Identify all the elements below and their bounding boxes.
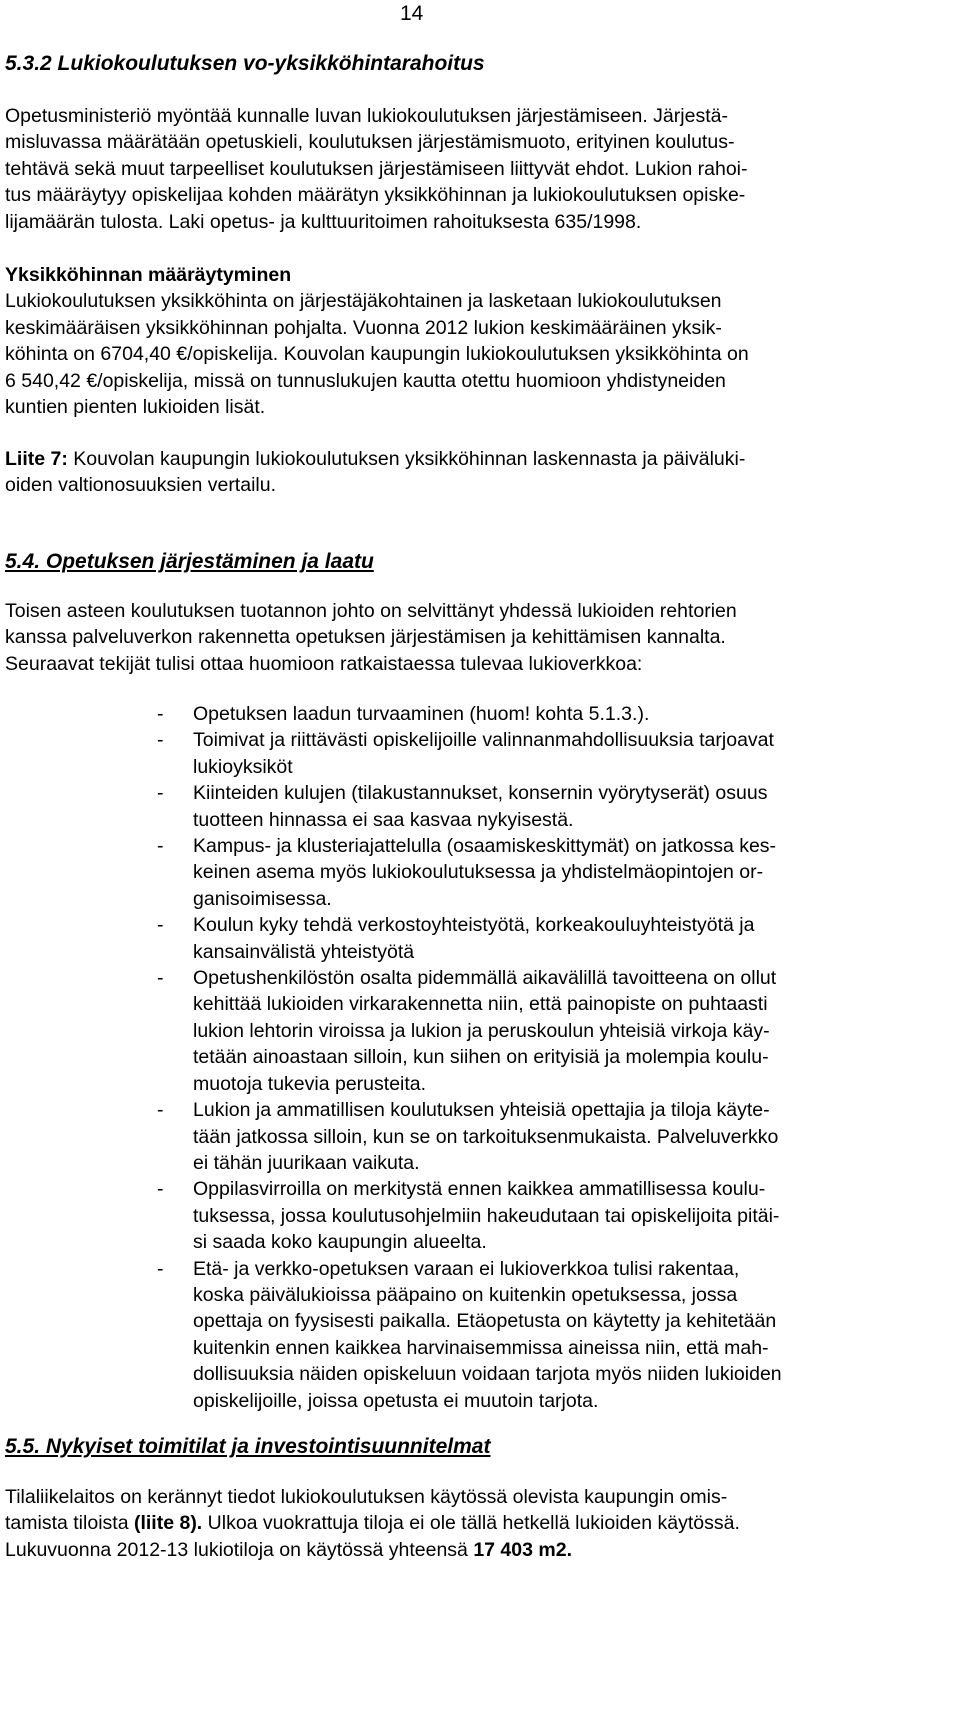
appendix-7-label: Liite 7: [5, 448, 68, 470]
text-line: kuntien pienten lukioiden lisät. [5, 396, 266, 419]
list-marker: - [157, 782, 164, 805]
appendix-7-note [5, 446, 960, 499]
list-item [157, 965, 782, 1097]
list-text: koska päivälukioissa pääpaino on kuitenkin opetuksessa, jossa [193, 1283, 738, 1306]
list-text: Lukion ja ammatillisen koulutuksen yhteisiä opettajia ja tiloja käyte- [193, 1099, 770, 1122]
list-text: kansainvälistä yhteistyötä [193, 940, 415, 963]
list-item [157, 1176, 782, 1255]
list-item [157, 1097, 782, 1176]
section-55-paragraph [5, 1484, 960, 1563]
text-line: Opetusministeriö myöntää kunnalle luvan lukiokoulutuksen järjestämiseen. Järjestä- [5, 105, 728, 127]
list-item [157, 833, 782, 912]
list-text: lukioyksiköt [193, 755, 293, 778]
list-text: Oppilasvirroilla on merkitystä ennen kaikkea ammatillisessa koulu- [193, 1178, 766, 1201]
list-text: ei tähän juurikaan vaikuta. [193, 1151, 420, 1174]
list-text: Toimivat ja riittävästi opiskelijoille valinnanmahdollisuuksia tarjoavat [193, 729, 774, 752]
list-item [157, 701, 782, 727]
list-marker: - [157, 729, 164, 752]
list-text: keinen asema myös lukiokoulutuksessa ja yhdistelmäopintojen or- [193, 861, 764, 884]
text-line: tehtävä sekä muut tarpeelliset koulutuksen järjestämiseen liittyvät ehdot. Lukion rahoi- [5, 157, 748, 180]
text-segment: Ulkoa vuokrattuja tiloja ei ole tällä hetkellä lukioiden käytössä. [202, 1512, 740, 1535]
text-line [5, 1537, 960, 1563]
text-line [5, 1510, 960, 1536]
list-item [157, 912, 782, 965]
list-text: dollisuuksia näiden opiskeluun voidaan tarjota myös niiden lukioiden [193, 1363, 782, 1386]
unit-price-block [5, 262, 960, 420]
text-line: Toisen asteen koulutuksen tuotannon johto on selvittänyt yhdessä lukioiden rehtorien [5, 600, 737, 622]
list-text: Opetuksen laadun turvaaminen (huom! kohta 5.1.3.). [193, 703, 650, 725]
section-54-heading: 5.4. Opetuksen järjestäminen ja laatu [5, 550, 374, 573]
list-marker: - [157, 835, 164, 858]
list-item [157, 1256, 782, 1414]
list-text: lukion lehtorin viroissa ja lukion ja peruskoulun yhteisiä virkoja käy- [193, 1019, 770, 1042]
total-area-value: 17 403 m2. [473, 1538, 572, 1561]
list-text: Opetushenkilöstön osalta pidemmällä aikavälillä tavoitteena on ollut [193, 967, 777, 990]
text-line: tus määräytyy opiskelijaa kohden määrätyn yksikköhinnan ja lukiokoulutuksen opiske- [5, 184, 746, 207]
text-segment: Lukuvuonna 2012-13 lukiotiloja on käytössä yhteensä [5, 1538, 474, 1561]
list-text: tuksessa, jossa koulutusohjelmiin hakeudutaan tai opiskelijoita pitäi- [193, 1204, 780, 1227]
list-text: Koulun kyky tehdä verkostoyhteistyötä, korkeakouluyhteistyötä ja [193, 914, 755, 937]
list-marker: - [157, 967, 164, 990]
text-line: 6 540,42 €/opiskelija, missä on tunnuslukujen kautta otettu huomioon yhdistyneiden [5, 369, 726, 392]
list-text: muotoja tukevia perusteita. [193, 1072, 427, 1095]
list-marker: - [157, 1099, 164, 1122]
list-text: tään jatkossa silloin, kun se on tarkoituksenmukaista. Palveluverkko [193, 1125, 779, 1148]
list-text: si saada koko kaupungin alueelta. [193, 1231, 487, 1254]
list-item [157, 727, 782, 780]
text-segment: tamista tiloista [5, 1512, 134, 1535]
text-line: oiden valtionosuuksien vertailu. [5, 474, 277, 497]
list-marker: - [157, 1257, 164, 1280]
text-line: Seuraavat tekijät tulisi ottaa huomioon ratkaistaessa tulevaa lukioverkkoa: [5, 652, 643, 675]
text-line [5, 446, 960, 472]
text-line: köhinta on 6704,40 €/opiskelija. Kouvolan kaupungin lukiokoulutuksen yksikköhinta on [5, 343, 749, 366]
text-line: kanssa palveluverkon rakennetta opetuksen järjestämisen ja kehittämisen kannalta. [5, 626, 726, 649]
list-text: kuitenkin ennen kaikkea harvinaisemmissa aineissa niin, että mah- [193, 1336, 769, 1359]
list-text: Etä- ja verkko-opetuksen varaan ei lukioverkkoa tulisi rakentaa, [193, 1257, 740, 1280]
section-532-paragraph [5, 103, 960, 235]
text-line: Lukiokoulutuksen yksikköhinta on järjestäjäkohtainen ja lasketaan lukiokoulutuksen [5, 290, 722, 313]
factor-list [157, 701, 782, 1414]
page-number: 14 [400, 2, 424, 25]
list-text: Kiinteiden kulujen (tilakustannukset, konsernin vyörytyserät) osuus [193, 782, 768, 805]
list-text: kehittää lukioiden virkarakennetta niin, että painopiste on puhtaasti [193, 993, 768, 1016]
appendix-8-ref: (liite 8). [133, 1512, 203, 1535]
list-text: ganisoimisessa. [193, 887, 332, 910]
list-text: tetään ainoastaan silloin, kun siihen on erityisiä ja molempia koulu- [193, 1046, 769, 1069]
text-line: Tilaliikelaitos on kerännyt tiedot lukiokoulutuksen käytössä olevista kaupungin omis- [5, 1486, 728, 1508]
list-marker: - [157, 1178, 164, 1201]
list-marker: - [157, 914, 164, 937]
text-line: keskimääräisen yksikköhinnan pohjalta. Vuonna 2012 lukion keskimääräinen yksik- [5, 316, 722, 339]
section-54-paragraph [5, 598, 960, 677]
list-text: opiskelijoille, joissa opetusta ei muutoin tarjota. [193, 1389, 599, 1412]
text-line: misluvassa määrätään opetuskieli, koulutuksen järjestämismuoto, erityinen koulutus- [5, 131, 735, 154]
section-55-heading: 5.5. Nykyiset toimitilat ja investointisuunnitelmat [5, 1435, 491, 1458]
list-marker: - [157, 703, 164, 725]
list-text: tuotteen hinnassa ei saa kasvaa nykyisestä. [193, 808, 574, 831]
appendix-7-text: Kouvolan kaupungin lukiokoulutuksen yksikköhinnan laskennasta ja päiväluki- [67, 448, 746, 470]
section-532-heading: 5.3.2 Lukiokoulutuksen vo-yksikköhintarahoitus [5, 52, 485, 75]
list-text: Kampus- ja klusteriajattelulla (osaamiskeskittymät) on jatkossa kes- [193, 835, 777, 858]
list-item [157, 780, 782, 833]
list-text: opettaja on fyysisesti paikalla. Etäopetusta on käytetty ja kehitetään [193, 1310, 777, 1333]
text-line: lijamäärän tulosta. Laki opetus- ja kulttuuritoimen rahoituksesta 635/1998. [5, 210, 642, 233]
unit-price-subheading: Yksikköhinnan määräytyminen [5, 264, 292, 286]
